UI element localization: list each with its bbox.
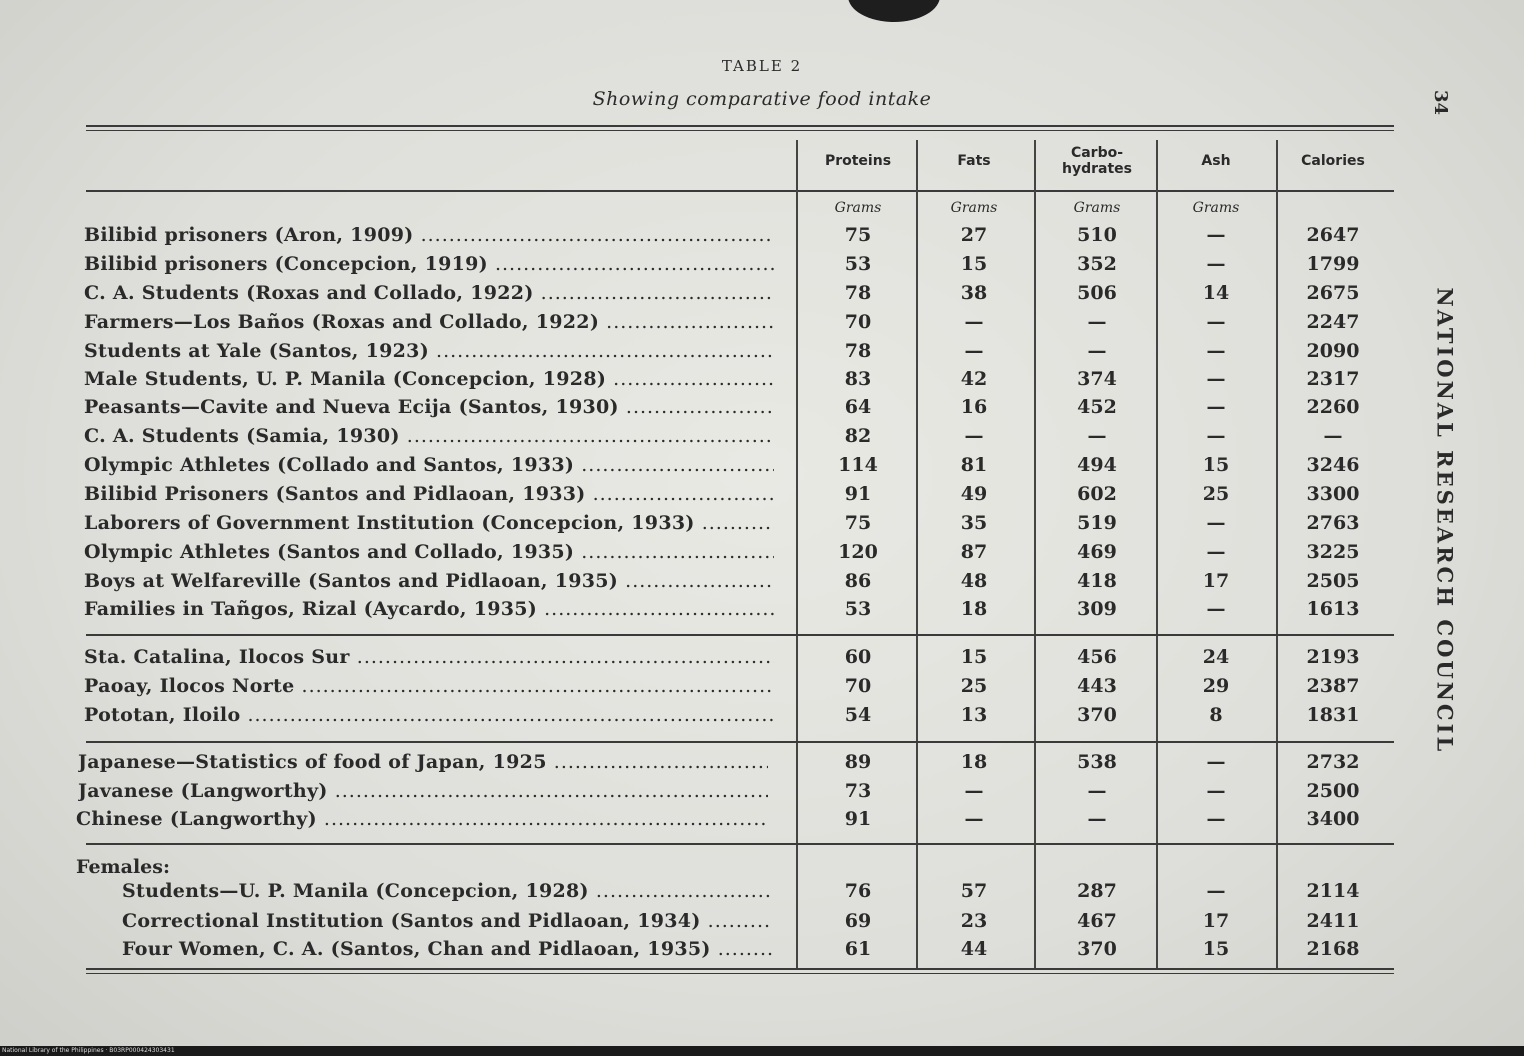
cell-carbohydrates: 370: [1077, 938, 1117, 960]
cell-ash: —: [1206, 425, 1226, 447]
table-row: [0, 454, 1524, 483]
cell-ash: —: [1206, 311, 1226, 333]
cell-proteins: 78: [844, 282, 872, 304]
cell-calories: 2505: [1306, 570, 1360, 592]
cell-ash: 15: [1202, 454, 1230, 476]
column-header-proteins: Proteins: [824, 153, 892, 169]
cell-carbohydrates: 510: [1077, 224, 1117, 246]
cell-proteins: 82: [844, 425, 872, 447]
cell-carbohydrates: 418: [1077, 570, 1117, 592]
cell-carbohydrates: —: [1087, 425, 1107, 447]
cell-proteins: 70: [844, 311, 872, 333]
column-header-carbohydrates: Carbo- hydrates: [1062, 145, 1132, 177]
cell-proteins: 83: [844, 368, 872, 390]
cell-proteins: 53: [844, 253, 872, 275]
cell-carbohydrates: 352: [1077, 253, 1117, 275]
cell-fats: 15: [960, 646, 988, 668]
row-label: Japanese—Statistics of food of Japan, 1925 .....: [78, 751, 768, 773]
cell-calories: —: [1323, 425, 1343, 447]
cell-fats: 57: [960, 880, 988, 902]
cell-calories: 2647: [1306, 224, 1360, 246]
cell-calories: 2763: [1306, 512, 1360, 534]
cell-calories: 2260: [1306, 396, 1360, 418]
cell-calories: 1799: [1306, 253, 1360, 275]
row-label: Correctional Institution (Santos and Pidlaoan, 1934) .....: [122, 910, 772, 932]
table-row: [0, 704, 1524, 733]
cell-proteins: 64: [844, 396, 872, 418]
cell-carbohydrates: 443: [1077, 675, 1117, 697]
row-label: Families in Tañgos, Rizal (Aycardo, 1935) .....: [84, 598, 774, 620]
table-row: [0, 483, 1524, 512]
cell-proteins: 75: [844, 224, 872, 246]
cell-calories: 1831: [1306, 704, 1360, 726]
table-row: [0, 368, 1524, 397]
cell-fats: 15: [960, 253, 988, 275]
row-label: Pototan, Iloilo .....: [84, 704, 774, 726]
row-label: Olympic Athletes (Santos and Collado, 1935) .....: [84, 541, 774, 563]
bottom-rule-thin: [86, 973, 1394, 974]
group-rule: [86, 634, 1394, 636]
cell-fats: 81: [960, 454, 988, 476]
cell-proteins: 53: [844, 598, 872, 620]
cell-calories: 3300: [1306, 483, 1360, 505]
cell-carbohydrates: 519: [1077, 512, 1117, 534]
cell-ash: —: [1206, 541, 1226, 563]
row-label: Paoay, Ilocos Norte .....: [84, 675, 774, 697]
unit-carbohydrates: Grams: [1073, 200, 1121, 216]
cell-calories: 2732: [1306, 751, 1360, 773]
row-label: Students at Yale (Santos, 1923) .....: [84, 340, 774, 362]
cell-calories: 2387: [1306, 675, 1360, 697]
table-row: [0, 780, 1524, 809]
cell-carbohydrates: —: [1087, 808, 1107, 830]
cell-proteins: 61: [844, 938, 872, 960]
table-row: [0, 512, 1524, 541]
cell-proteins: 91: [844, 808, 872, 830]
cell-calories: 2500: [1306, 780, 1360, 802]
cell-calories: 2193: [1306, 646, 1360, 668]
cell-fats: —: [964, 780, 984, 802]
table-row: [0, 808, 1524, 837]
cell-proteins: 73: [844, 780, 872, 802]
row-label: Chinese (Langworthy) .....: [76, 808, 766, 830]
cell-carbohydrates: 452: [1077, 396, 1117, 418]
cell-ash: —: [1206, 880, 1226, 902]
scan-footer-text: National Library of the Philippines · B03RP000424303431: [2, 1047, 175, 1054]
cell-fats: 49: [960, 483, 988, 505]
table-row: [0, 224, 1524, 253]
cell-carbohydrates: 494: [1077, 454, 1117, 476]
row-label: Laborers of Government Institution (Concepcion, 1933) .....: [84, 512, 774, 534]
table-row: [0, 541, 1524, 570]
cell-fats: 27: [960, 224, 988, 246]
cell-calories: 2675: [1306, 282, 1360, 304]
table-row: [0, 396, 1524, 425]
cell-proteins: 70: [844, 675, 872, 697]
group-rule: [86, 843, 1394, 845]
row-label: C. A. Students (Samia, 1930) .....: [84, 425, 774, 447]
table-row: [0, 598, 1524, 627]
cell-proteins: 76: [844, 880, 872, 902]
cell-ash: —: [1206, 598, 1226, 620]
cell-fats: 18: [960, 751, 988, 773]
cell-fats: —: [964, 311, 984, 333]
unit-ash: Grams: [1192, 200, 1240, 216]
cell-ash: 8: [1209, 704, 1223, 726]
row-label: Sta. Catalina, Ilocos Sur .....: [84, 646, 774, 668]
cell-ash: —: [1206, 368, 1226, 390]
column-header-fats: Fats: [957, 153, 991, 169]
cell-calories: 3225: [1306, 541, 1360, 563]
cell-ash: —: [1206, 808, 1226, 830]
cell-fats: —: [964, 808, 984, 830]
unit-fats: Grams: [950, 200, 998, 216]
cell-calories: 2114: [1306, 880, 1360, 902]
cell-ash: —: [1206, 751, 1226, 773]
row-label: Boys at Welfareville (Santos and Pidlaoan, 1935) .....: [84, 570, 774, 592]
cell-ash: —: [1206, 512, 1226, 534]
table-row: [0, 340, 1524, 369]
cell-fats: 16: [960, 396, 988, 418]
row-label: Peasants—Cavite and Nueva Ecija (Santos, 1930) .....: [84, 396, 774, 418]
cell-proteins: 60: [844, 646, 872, 668]
bottom-rule: [86, 968, 1394, 970]
cell-fats: 42: [960, 368, 988, 390]
cell-calories: 3246: [1306, 454, 1360, 476]
cell-fats: 23: [960, 910, 988, 932]
cell-proteins: 69: [844, 910, 872, 932]
table-row: [0, 282, 1524, 311]
row-label: Bilibid prisoners (Concepcion, 1919) .....: [84, 253, 774, 275]
table-row: [0, 311, 1524, 340]
cell-fats: 44: [960, 938, 988, 960]
cell-fats: 13: [960, 704, 988, 726]
cell-ash: 17: [1202, 910, 1230, 932]
cell-carbohydrates: 456: [1077, 646, 1117, 668]
cell-proteins: 114: [838, 454, 878, 476]
cell-proteins: 78: [844, 340, 872, 362]
table-row: [0, 646, 1524, 675]
column-header-ash: Ash: [1201, 153, 1231, 169]
cell-fats: —: [964, 340, 984, 362]
cell-ash: —: [1206, 340, 1226, 362]
cell-carbohydrates: 370: [1077, 704, 1117, 726]
table-row: [0, 425, 1524, 454]
cell-carbohydrates: 469: [1077, 541, 1117, 563]
table-caption: Showing comparative food intake: [592, 88, 932, 110]
row-label: C. A. Students (Roxas and Collado, 1922) .....: [84, 282, 774, 304]
cell-carbohydrates: 506: [1077, 282, 1117, 304]
cell-calories: 2090: [1306, 340, 1360, 362]
cell-calories: 1613: [1306, 598, 1360, 620]
row-label: Farmers—Los Baños (Roxas and Collado, 1922) .....: [84, 311, 774, 333]
cell-calories: 2317: [1306, 368, 1360, 390]
group-rule: [86, 741, 1394, 743]
cell-proteins: 120: [838, 541, 878, 563]
cell-carbohydrates: 309: [1077, 598, 1117, 620]
cell-fats: 35: [960, 512, 988, 534]
cell-ash: 15: [1202, 938, 1230, 960]
top-rule-thin: [86, 130, 1394, 131]
unit-proteins: Grams: [834, 200, 882, 216]
cell-ash: 17: [1202, 570, 1230, 592]
cell-carbohydrates: 602: [1077, 483, 1117, 505]
cell-carbohydrates: 374: [1077, 368, 1117, 390]
top-rule: [86, 125, 1394, 127]
row-label: Male Students, U. P. Manila (Concepcion, 1928) .....: [84, 368, 774, 390]
cell-carbohydrates: 467: [1077, 910, 1117, 932]
cell-carbohydrates: —: [1087, 780, 1107, 802]
group-heading-females: Females:: [76, 856, 170, 878]
cell-proteins: 54: [844, 704, 872, 726]
table-row: [0, 910, 1524, 939]
cell-ash: 14: [1202, 282, 1230, 304]
cell-calories: 2168: [1306, 938, 1360, 960]
row-label: Bilibid prisoners (Aron, 1909) .....: [84, 224, 774, 246]
row-label: Students—U. P. Manila (Concepcion, 1928) .....: [122, 880, 772, 902]
cell-ash: —: [1206, 396, 1226, 418]
cell-ash: —: [1206, 224, 1226, 246]
cell-ash: 29: [1202, 675, 1230, 697]
row-label: Bilibid Prisoners (Santos and Pidlaoan, 1933) .....: [84, 483, 774, 505]
running-head-text: NATIONAL RESEARCH COUNCIL: [1432, 287, 1458, 755]
header-rule: [86, 190, 1394, 192]
row-label: Four Women, C. A. (Santos, Chan and Pidlaoan, 1935) .....: [122, 938, 772, 960]
cell-calories: 2247: [1306, 311, 1360, 333]
cell-proteins: 86: [844, 570, 872, 592]
cell-calories: 2411: [1306, 910, 1360, 932]
cell-fats: —: [964, 425, 984, 447]
table-row: [0, 253, 1524, 282]
scan-smudge: [848, 0, 940, 22]
table-row: [0, 570, 1524, 599]
cell-fats: 18: [960, 598, 988, 620]
cell-proteins: 75: [844, 512, 872, 534]
row-label: Javanese (Langworthy) .....: [78, 780, 768, 802]
table-row: [0, 938, 1524, 967]
cell-ash: 24: [1202, 646, 1230, 668]
table-row: [0, 751, 1524, 780]
cell-carbohydrates: —: [1087, 311, 1107, 333]
cell-carbohydrates: 538: [1077, 751, 1117, 773]
cell-fats: 48: [960, 570, 988, 592]
cell-proteins: 89: [844, 751, 872, 773]
column-header-calories: Calories: [1301, 153, 1365, 169]
cell-calories: 3400: [1306, 808, 1360, 830]
cell-ash: —: [1206, 253, 1226, 275]
table-row: [0, 880, 1524, 909]
cell-fats: 25: [960, 675, 988, 697]
scan-footer-strip: [0, 1046, 1524, 1056]
cell-proteins: 91: [844, 483, 872, 505]
cell-fats: 38: [960, 282, 988, 304]
row-label: Olympic Athletes (Collado and Santos, 1933) .....: [84, 454, 774, 476]
table-label: TABLE 2: [721, 57, 803, 75]
page-number: 34: [1430, 89, 1452, 116]
cell-ash: 25: [1202, 483, 1230, 505]
cell-ash: —: [1206, 780, 1226, 802]
cell-fats: 87: [960, 541, 988, 563]
cell-carbohydrates: 287: [1077, 880, 1117, 902]
table-row: [0, 675, 1524, 704]
cell-carbohydrates: —: [1087, 340, 1107, 362]
